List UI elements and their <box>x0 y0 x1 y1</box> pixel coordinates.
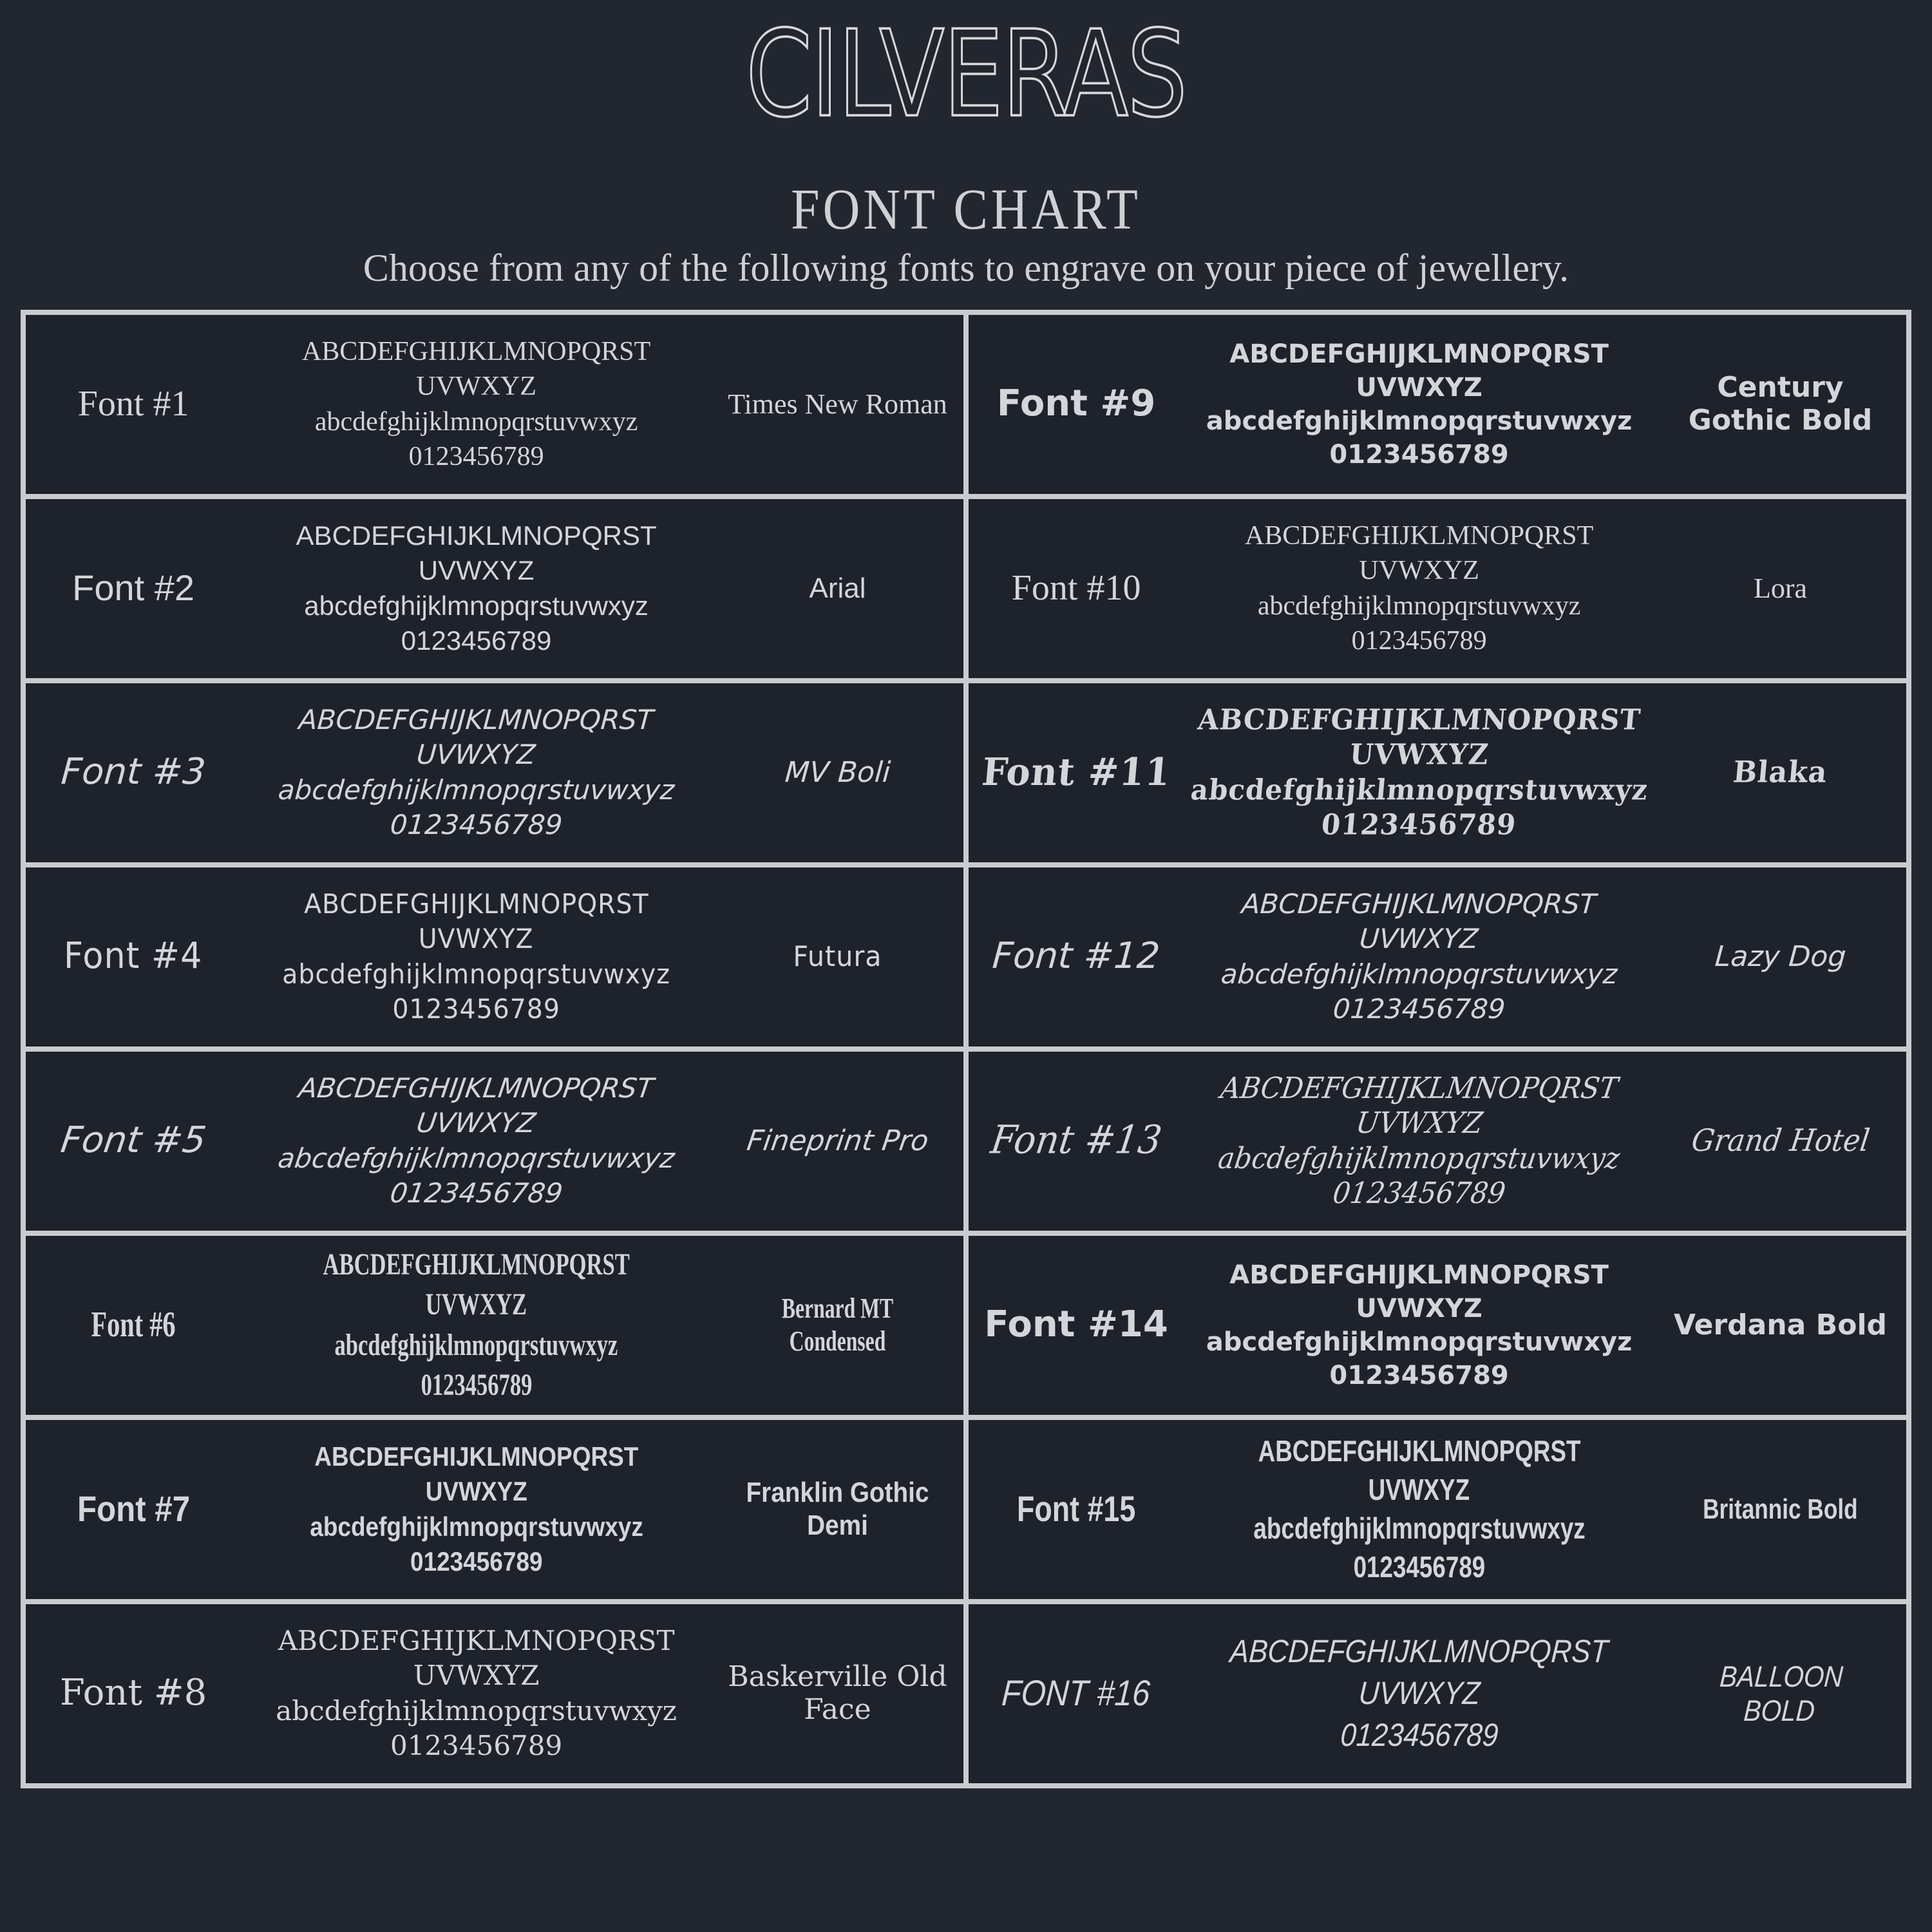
page-title-text: FONT CHART <box>791 178 1141 242</box>
font-cell-4 <box>26 867 963 1046</box>
specimen-line <box>229 1439 723 1475</box>
specimen-line <box>1172 1258 1666 1292</box>
font-name-text: Verdana Bold <box>1673 1308 1888 1341</box>
specimen-line <box>229 737 723 773</box>
specimen-line <box>229 1071 723 1106</box>
specimen-line-text: UVWXYZ <box>1354 1106 1485 1141</box>
specimen-line-text: UVWXYZ <box>1356 372 1482 402</box>
specimen-line-text: abcdefghijklmnopqrstuvwxyz <box>276 1142 677 1174</box>
specimen-line-text: ABCDEFGHIJKLMNOPQRST <box>296 520 657 551</box>
specimen-line-text: UVWXYZ <box>1368 1473 1470 1506</box>
font-name <box>723 941 952 974</box>
specimen-line-text: 0123456789 <box>388 1177 565 1209</box>
font-cell-10 <box>969 499 1906 678</box>
specimen-line-text: ABCDEFGHIJKLMNOPQRST <box>301 336 651 366</box>
font-label <box>980 569 1172 607</box>
font-specimen <box>229 1624 723 1764</box>
specimen-line-text: ABCDEFGHIJKLMNOPQRST <box>1229 339 1609 369</box>
specimen-line-text: 0123456789 <box>1329 1360 1509 1390</box>
specimen-line <box>1172 1471 1666 1510</box>
specimen-line <box>1172 1548 1666 1587</box>
specimen-line-text: ABCDEFGHIJKLMNOPQRST <box>1240 887 1598 920</box>
specimen-line <box>1172 737 1666 773</box>
specimen-line-text: abcdefghijklmnopqrstuvwxyz <box>1206 1327 1633 1357</box>
page-subtitle: Choose from any of the following fonts to engrave on your piece of jewellery. <box>363 246 1569 289</box>
specimen-line-text: UVWXYZ <box>418 555 535 586</box>
font-name <box>723 573 952 605</box>
font-name-text: Grand Hotel <box>1689 1122 1872 1159</box>
font-label-text: Font #10 <box>1011 568 1141 609</box>
specimen-line-text: UVWXYZ <box>425 1476 527 1507</box>
font-label <box>37 385 229 423</box>
specimen-line <box>1172 773 1666 808</box>
font-name <box>723 757 952 790</box>
font-label-text: Font #2 <box>72 567 195 609</box>
specimen-line-text: abcdefghijklmnopqrstuvwxyz <box>1257 591 1581 621</box>
specimen-line-text: UVWXYZ <box>1356 1293 1482 1323</box>
specimen-line-text: abcdefghijklmnopqrstuvwxyz <box>1216 1141 1622 1175</box>
specimen-line <box>229 1245 723 1285</box>
specimen-line <box>1172 1141 1666 1177</box>
specimen-line-text: 0123456789 <box>1329 439 1509 469</box>
specimen-line-text: UVWXYZ <box>1359 556 1479 586</box>
specimen-line <box>1172 922 1666 957</box>
font-name <box>723 388 952 421</box>
specimen-line <box>229 1325 723 1365</box>
specimen-line <box>229 957 723 992</box>
font-cell-2 <box>26 499 963 678</box>
specimen-line <box>1172 589 1666 624</box>
specimen-line-text: abcdefghijklmnopqrstuvwxyz <box>309 1511 643 1542</box>
font-specimen <box>1172 1432 1666 1586</box>
font-cell-13 <box>969 1052 1906 1231</box>
specimen-line-text: ABCDEFGHIJKLMNOPQRST <box>1229 1260 1609 1290</box>
font-label-text: Font #1 <box>77 384 189 424</box>
font-specimen <box>1172 518 1666 659</box>
specimen-line <box>229 1176 723 1211</box>
specimen-line-text: ABCDEFGHIJKLMNOPQRST <box>1218 1070 1620 1105</box>
font-specimen <box>229 334 723 475</box>
font-name-text: Futura <box>793 940 882 973</box>
font-name-text: MV Boli <box>783 755 892 789</box>
font-label-text: FONT #16 <box>1001 1672 1152 1714</box>
font-name <box>1666 1309 1895 1342</box>
specimen-line-text: ABCDEFGHIJKLMNOPQRST <box>323 1247 630 1282</box>
font-label-text: Font #3 <box>59 751 207 793</box>
page-header <box>0 0 1932 290</box>
font-cell-8 <box>26 1604 963 1783</box>
specimen-line-text: ABCDEFGHIJKLMNOPQRST <box>1244 520 1594 551</box>
font-specimen <box>1172 1631 1666 1756</box>
specimen-line <box>229 703 723 738</box>
specimen-line-text: 0123456789 <box>392 993 560 1025</box>
specimen-line-text: UVWXYZ <box>1358 923 1480 955</box>
specimen-line <box>1172 1631 1666 1672</box>
specimen-line-text: abcdefghijklmnopqrstuvwxyz <box>1189 773 1649 806</box>
specimen-line-text: 0123456789 <box>410 1546 543 1577</box>
specimen-line <box>229 589 723 624</box>
font-specimen <box>1172 337 1666 471</box>
specimen-line <box>229 1728 723 1764</box>
font-specimen <box>229 703 723 843</box>
specimen-line <box>1172 438 1666 471</box>
font-specimen <box>1172 1258 1666 1392</box>
font-name-text: Fineprint Pro <box>744 1124 931 1157</box>
font-cell-1 <box>26 315 963 494</box>
specimen-line <box>1172 623 1666 659</box>
font-name-text: Lora <box>1753 572 1808 604</box>
specimen-line-text: UVWXYZ <box>415 1107 538 1139</box>
font-label <box>980 1490 1172 1528</box>
font-specimen <box>1172 887 1666 1027</box>
font-label <box>980 1117 1172 1163</box>
specimen-line-text: 0123456789 <box>421 1368 532 1403</box>
specimen-line-text: 0123456789 <box>1339 1717 1499 1754</box>
font-cell-12 <box>969 867 1906 1046</box>
specimen-line-text: 0123456789 <box>1320 808 1519 842</box>
specimen-line <box>229 439 723 475</box>
font-label <box>37 753 229 791</box>
font-cell-9 <box>969 315 1906 494</box>
specimen-line-text: 0123456789 <box>408 442 544 472</box>
font-name-text: Lazy Dog <box>1714 940 1847 973</box>
font-cell-6 <box>26 1236 963 1415</box>
specimen-line-text: ABCDEFGHIJKLMNOPQRST <box>1229 1633 1609 1670</box>
font-name <box>1666 1493 1895 1526</box>
font-label <box>980 1674 1172 1712</box>
specimen-line <box>229 1694 723 1729</box>
font-label <box>37 569 229 607</box>
font-name-text: Bernard MT Condensed <box>781 1293 894 1357</box>
font-label-text: Font #6 <box>91 1305 176 1345</box>
specimen-line-text: abcdefghijklmnopqrstuvwxyz <box>304 590 649 621</box>
font-name-text: Blaka <box>1732 755 1830 790</box>
font-specimen <box>229 1071 723 1211</box>
font-label-text: Font #15 <box>1016 1488 1136 1530</box>
font-label <box>37 1674 229 1712</box>
font-label-text: Font #4 <box>64 935 203 978</box>
specimen-line <box>1172 404 1666 438</box>
font-cell-7 <box>26 1420 963 1599</box>
font-label <box>37 1119 229 1162</box>
font-label <box>37 1306 229 1344</box>
font-name-text: BALLOON BOLD <box>1718 1659 1844 1727</box>
font-cell-16 <box>969 1604 1906 1783</box>
font-name <box>1666 372 1895 437</box>
specimen-line <box>229 369 723 404</box>
specimen-line-text: abcdefghijklmnopqrstuvwxyz <box>277 773 676 806</box>
specimen-line-text: abcdefghijklmnopqrstuvwxyz <box>334 1327 618 1362</box>
font-label-text: Font #7 <box>77 1488 190 1530</box>
specimen-line <box>229 553 723 589</box>
font-name-text: Britannic Bold <box>1703 1493 1858 1525</box>
font-specimen <box>1172 1071 1666 1211</box>
font-name-text: Baskerville Old Face <box>728 1660 947 1726</box>
font-name <box>723 1661 952 1726</box>
specimen-line <box>1172 992 1666 1027</box>
font-cell-3 <box>26 683 963 862</box>
font-name <box>1666 757 1895 790</box>
font-name <box>723 1125 952 1158</box>
specimen-line <box>1172 1106 1666 1141</box>
font-label <box>37 935 229 978</box>
specimen-line <box>1172 371 1666 404</box>
font-name <box>1666 1660 1895 1728</box>
font-label <box>37 1490 229 1528</box>
specimen-line-text: UVWXYZ <box>425 1287 527 1322</box>
specimen-line-text: UVWXYZ <box>416 372 536 402</box>
specimen-line <box>1172 1432 1666 1471</box>
specimen-line-text: abcdefghijklmnopqrstuvwxyz <box>1253 1511 1586 1545</box>
font-grid <box>21 310 1911 1788</box>
specimen-line-text: 0123456789 <box>389 809 564 841</box>
brand-logo: CILVERAS <box>746 5 1186 144</box>
font-specimen <box>1172 703 1666 843</box>
font-name-text: Century Gothic Bold <box>1688 371 1873 437</box>
specimen-line-text: abcdefghijklmnopqrstuvwxyz <box>1206 406 1633 436</box>
font-specimen <box>229 518 723 659</box>
page-title <box>0 178 1932 242</box>
specimen-line <box>1172 957 1666 992</box>
font-name-text: Arial <box>809 572 866 604</box>
font-name-text: Franklin Gothic Demi <box>746 1477 929 1541</box>
specimen-line-text: ABCDEFGHIJKLMNOPQRST <box>1258 1434 1581 1468</box>
font-name <box>1666 1122 1895 1159</box>
specimen-line-text: 0123456789 <box>390 1730 563 1762</box>
font-name <box>1666 573 1895 605</box>
specimen-line-text: 0123456789 <box>401 625 552 656</box>
specimen-line <box>229 887 723 922</box>
specimen-line-text: abcdefghijklmnopqrstuvwxyz <box>276 1694 677 1727</box>
specimen-line <box>1172 1176 1666 1211</box>
specimen-line <box>229 1474 723 1510</box>
specimen-line-text: 0123456789 <box>1331 1176 1508 1211</box>
specimen-line <box>229 992 723 1027</box>
font-label-text: Font #13 <box>988 1117 1165 1163</box>
specimen-line-text: abcdefghijklmnopqrstuvwxyz <box>314 406 638 437</box>
specimen-line-text: 0123456789 <box>1351 626 1487 656</box>
specimen-line-text: abcdefghijklmnopqrstuvwxyz <box>1220 958 1618 990</box>
specimen-line-text: ABCDEFGHIJKLMNOPQRST <box>314 1441 639 1472</box>
specimen-line <box>229 334 723 370</box>
specimen-line <box>1172 1510 1666 1548</box>
specimen-line <box>1172 1292 1666 1325</box>
font-cell-15 <box>969 1420 1906 1599</box>
specimen-line <box>229 1141 723 1177</box>
specimen-line <box>229 773 723 808</box>
font-cell-5 <box>26 1052 963 1231</box>
font-specimen <box>229 887 723 1027</box>
specimen-line-text: 0123456789 <box>1353 1549 1485 1584</box>
specimen-line-text: UVWXYZ <box>1348 737 1490 772</box>
specimen-line <box>229 1658 723 1694</box>
specimen-line <box>1172 808 1666 843</box>
specimen-line <box>229 623 723 659</box>
font-specimen <box>229 1245 723 1406</box>
specimen-line <box>229 404 723 440</box>
font-label-text: Font #11 <box>980 750 1173 795</box>
font-specimen <box>229 1439 723 1580</box>
font-label <box>980 935 1172 978</box>
specimen-line <box>229 1624 723 1659</box>
font-label-text: Font #9 <box>996 383 1156 425</box>
specimen-line <box>1172 1359 1666 1392</box>
specimen-line <box>1172 1325 1666 1359</box>
specimen-line-text: ABCDEFGHIJKLMNOPQRST <box>1196 703 1642 736</box>
font-name <box>723 1293 952 1358</box>
specimen-line-text: ABCDEFGHIJKLMNOPQRST <box>298 703 655 735</box>
specimen-line-text: UVWXYZ <box>1357 1675 1481 1712</box>
specimen-line <box>1172 703 1666 738</box>
specimen-line <box>1172 1672 1666 1714</box>
specimen-line <box>229 808 723 843</box>
specimen-line-text: abcdefghijklmnopqrstuvwxyz <box>282 958 670 990</box>
font-name <box>723 1477 952 1542</box>
specimen-line <box>1172 518 1666 554</box>
specimen-line <box>229 518 723 554</box>
specimen-line <box>1172 887 1666 922</box>
font-label-text: Font #8 <box>59 1672 207 1714</box>
specimen-line-text: ABCDEFGHIJKLMNOPQRST <box>303 887 649 920</box>
font-cell-14 <box>969 1236 1906 1415</box>
specimen-line <box>229 1544 723 1580</box>
font-label <box>980 750 1173 795</box>
specimen-line <box>1172 553 1666 589</box>
specimen-line <box>229 1510 723 1545</box>
font-label <box>980 385 1172 423</box>
specimen-line-text: UVWXYZ <box>413 1660 540 1692</box>
specimen-line <box>229 1285 723 1325</box>
specimen-line <box>1172 1071 1666 1106</box>
font-cell-11 <box>969 683 1906 862</box>
font-label-text: Font #12 <box>990 935 1162 978</box>
specimen-line-text: ABCDEFGHIJKLMNOPQRST <box>278 1624 675 1656</box>
specimen-line-text: 0123456789 <box>1332 993 1506 1025</box>
specimen-line <box>229 922 723 957</box>
specimen-line <box>229 1106 723 1141</box>
font-name <box>1666 941 1895 974</box>
specimen-line-text: UVWXYZ <box>415 739 537 771</box>
specimen-line-text: ABCDEFGHIJKLMNOPQRST <box>297 1072 656 1104</box>
specimen-line <box>1172 337 1666 371</box>
font-label <box>980 1303 1172 1346</box>
specimen-line-text: UVWXYZ <box>419 923 534 955</box>
font-name-text: Times New Roman <box>728 388 947 420</box>
font-label-text: Font #5 <box>58 1119 209 1162</box>
font-label-text: Font #14 <box>984 1303 1168 1346</box>
specimen-line <box>229 1365 723 1405</box>
specimen-line <box>1172 1714 1666 1756</box>
